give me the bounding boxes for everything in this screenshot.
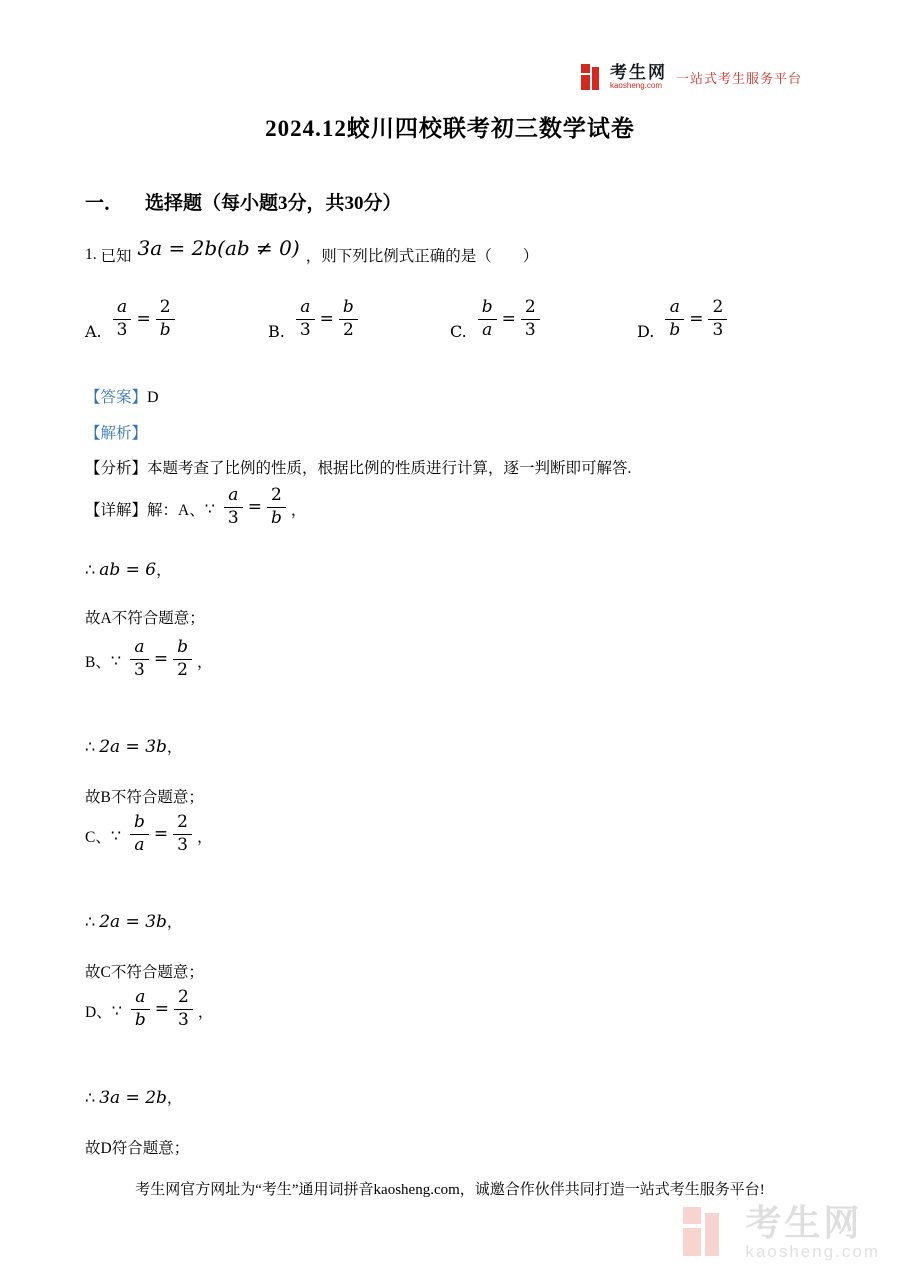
- watermark-text: [745, 1204, 880, 1262]
- detail-a-result: ∴ ab = 6，: [85, 560, 172, 580]
- detail-c-option: C、: [85, 829, 111, 847]
- page-title: 2024.12蛟川四校联考初三数学试卷: [265, 116, 635, 141]
- detail-d-result: ∴ 3a = 2b，: [85, 1088, 183, 1108]
- jiexi-label: 【解析】: [85, 425, 148, 442]
- kaosheng-watermark: [683, 1203, 880, 1263]
- detail-line-c: [85, 812, 213, 857]
- option-b-label: B.: [268, 321, 285, 341]
- detail-b-result: ∴ 2a = 3b，: [85, 737, 183, 757]
- because-symbol: ∵: [110, 653, 122, 671]
- section-title: 选择题（每小题3分，共30分）: [145, 193, 402, 214]
- option-a: [85, 297, 180, 342]
- because-symbol: ∵: [111, 1003, 122, 1021]
- detail-b-option: B、: [85, 654, 111, 672]
- answer-value: D: [147, 389, 159, 406]
- option-b: [268, 297, 363, 342]
- detail-c-fraction-eq: $\frac{b}{a}$ = $\frac{2}{3}$: [125, 815, 197, 857]
- answer-line: [85, 385, 159, 407]
- watermark-site-name: 考生网: [745, 1202, 863, 1244]
- comma: ，: [197, 1004, 214, 1022]
- logo-site-domain: kaosheng.com: [609, 80, 663, 90]
- kaosheng-watermark-icon: [683, 1203, 735, 1263]
- detail-b-verdict: 故B不符合题意；: [85, 789, 204, 806]
- footer-text: 考生网官方网址为“考生”通用词拼音kaosheng.com，诚邀合作伙伴共同打造一站式考生服务平台!: [135, 1182, 765, 1198]
- fenxi-text: 本题考查了比例的性质，根据比例的性质进行计算，逐一判断即可解答.: [147, 460, 632, 477]
- answer-label: 【答案】: [85, 389, 148, 406]
- options-row: [85, 297, 825, 360]
- option-c-label: C.: [450, 321, 467, 341]
- detail-d-verdict: 故D符合题意；: [85, 1140, 190, 1157]
- detail-line-a: [85, 485, 307, 530]
- logo-tagline: 一站式考生服务平台: [675, 70, 802, 86]
- logo-site-name: 考生网: [609, 62, 667, 82]
- equals-sign: =: [319, 309, 334, 330]
- option-a-fraction-1: $\frac{a}{3}$: [113, 298, 132, 340]
- therefore-symbol: ∴: [85, 1090, 96, 1107]
- watermark-site-domain: kaosheng.com: [745, 1241, 880, 1261]
- detail-d-option: D、: [85, 1004, 112, 1022]
- comma: ，: [156, 562, 172, 579]
- therefore-symbol: ∴: [85, 562, 96, 579]
- option-a-label: A.: [85, 321, 102, 341]
- option-d-label: D.: [637, 321, 655, 341]
- detail-a-fraction-eq: $\frac{a}{3}$ = $\frac{2}{b}$: [219, 488, 291, 530]
- question-1: [85, 236, 539, 267]
- fenxi-line: [85, 456, 631, 478]
- question-formula: 3a = 2b(ab ≠ 0): [137, 236, 300, 260]
- kaosheng-logo-icon: [581, 62, 605, 92]
- kaosheng-logo-text: [610, 64, 667, 91]
- detail-a-verdict: 故A不符合题意；: [85, 610, 205, 627]
- detail-line-b: [85, 637, 213, 682]
- option-c-fraction-2: $\frac{2}{3}$: [521, 298, 540, 340]
- section-number: 一．: [85, 193, 124, 214]
- comma: ，: [197, 829, 213, 847]
- therefore-symbol: ∴: [85, 739, 96, 756]
- detail-a-option: A、: [178, 502, 205, 520]
- option-b-fraction-2: $\frac{b}{2}$: [339, 298, 358, 340]
- comma: ，: [166, 914, 183, 931]
- because-symbol: ∵: [204, 501, 215, 519]
- detail-d-fraction-eq: $\frac{a}{b}$ = $\frac{2}{3}$: [126, 990, 198, 1032]
- equals-sign: =: [501, 309, 516, 330]
- option-a-fraction-2: $\frac{2}{b}$: [156, 298, 175, 340]
- option-d: [637, 297, 732, 342]
- option-c: [450, 297, 545, 342]
- because-symbol: ∵: [110, 828, 122, 846]
- detail-b-fraction-eq: $\frac{a}{3}$ = $\frac{b}{2}$: [125, 640, 197, 682]
- comma: ，: [290, 502, 307, 520]
- question-tail: ，则下列比例式正确的是（ ）: [305, 248, 539, 265]
- section-heading: [85, 188, 402, 215]
- detail-c-verdict: 故C不符合题意；: [85, 964, 204, 981]
- option-c-fraction-1: $\frac{b}{a}$: [478, 298, 497, 340]
- equals-sign: =: [689, 309, 704, 330]
- therefore-symbol: ∴: [85, 914, 96, 931]
- comma: ，: [197, 654, 213, 672]
- question-lead: 已知: [100, 248, 132, 265]
- detail-label: 【详解】: [85, 502, 148, 520]
- detail-line-d: [85, 987, 214, 1032]
- detail-c-result: ∴ 2a = 3b，: [85, 912, 183, 932]
- kaosheng-logo: [581, 62, 802, 92]
- question-number: 1.: [85, 246, 97, 263]
- comma: ，: [166, 1090, 183, 1107]
- comma: ，: [166, 739, 183, 756]
- fenxi-label: 【分析】: [85, 460, 148, 477]
- equals-sign: =: [136, 309, 151, 330]
- detail-jie: 解：: [147, 502, 179, 520]
- option-d-fraction-1: $\frac{a}{b}$: [665, 298, 684, 340]
- option-b-fraction-1: $\frac{a}{3}$: [296, 298, 315, 340]
- option-d-fraction-2: $\frac{2}{3}$: [708, 298, 727, 340]
